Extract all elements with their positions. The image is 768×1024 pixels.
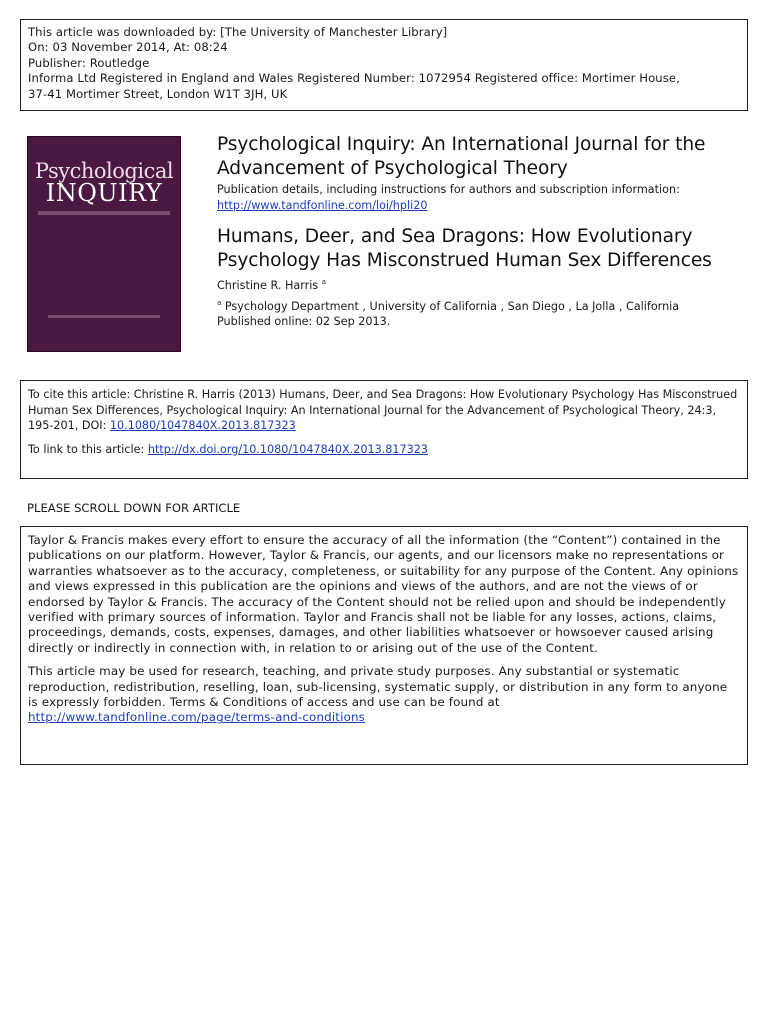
published-online: Published online: 02 Sep 2013. [217, 315, 391, 328]
journal-url-link[interactable]: http://www.tandfonline.com/loi/hpli20 [217, 199, 428, 212]
disclaimer-paragraph-2 [28, 664, 740, 726]
disclaimer-box [20, 526, 748, 765]
cover-publisher-decoration [62, 329, 146, 335]
scroll-notice: PLEASE SCROLL DOWN FOR ARTICLE [27, 501, 241, 515]
article-title: Humans, Deer, and Sea Dragons: How Evolutionary Psychology Has Misconstrued Human Sex Differences [217, 226, 712, 271]
affiliation-text: Psychology Department , University of California , San Diego , La Jolla , California [224, 299, 680, 313]
cover-subtitle-decoration [38, 211, 170, 215]
download-notice-line: Informa Ltd Registered in England and Wales Registered Number: 1072954 Registered office: Mortimer House, [28, 71, 680, 86]
author-name: Christine R. Harris [217, 279, 319, 292]
download-notice-line: 37-41 Mortimer Street, London W1T 3JH, UK [28, 86, 288, 101]
download-notice-line: This article was downloaded by: [The University of Manchester Library] [28, 25, 448, 39]
disclaimer-paragraph-2-text: This article may be used for research, teaching, and private study purposes. Any substantial or systematic reproduction, redistribution, reselling, loan, sub-licensing, systematic supply, or distribution in any form to anyone is expressly forbidden. Terms & Conditions of access and use can be found at [28, 664, 728, 710]
author-superscript: a [321, 278, 327, 286]
publication-details: Publication details, including instructions for authors and subscription information: [217, 183, 680, 196]
journal-title: Psychological Inquiry: An International Journal for the Advancement of Psychological Theory [217, 134, 706, 179]
title-area [217, 133, 747, 330]
link-label: To link to this article: [28, 442, 148, 456]
cover-title-line1: Psychological [34, 159, 174, 183]
journal-cover-image [27, 136, 181, 352]
cite-text: To cite this article: Christine R. Harris (2013) Humans, Deer, and Sea Dragons: How Evolutionary Psychology Has Misconstrued Human Sex Differences, Psychological Inquiry: An International Journal for the Advancement of Psychological Theory, 24:3, 195-201, DOI: [28, 388, 738, 432]
affiliation-superscript: a [217, 298, 222, 307]
cover-title-line2: INQUIRY [45, 179, 163, 207]
doi-link[interactable]: 10.1080/1047840X.2013.817323 [109, 419, 296, 432]
link-paragraph [28, 442, 740, 458]
author-line [217, 275, 747, 294]
cover-topline-decoration [36, 147, 172, 153]
affiliation-line [217, 296, 747, 315]
citation-box [20, 380, 748, 479]
download-notice-line: On: 03 November 2014, At: 08:24 [28, 40, 228, 55]
download-notice-line: Publisher: Routledge [28, 55, 150, 70]
cite-paragraph [28, 387, 740, 434]
cover-footer-decoration [48, 315, 160, 318]
article-doi-url-link[interactable]: http://dx.doi.org/10.1080/1047840X.2013.817323 [147, 442, 428, 456]
download-notice-box [20, 19, 748, 111]
disclaimer-paragraph-1: Taylor & Francis makes every effort to ensure the accuracy of all the information (the “Content”) contained in the publications on our platform. However, Taylor & Francis, our agents, and our licensors make no representations or warranties whatsoever as to the accuracy, completeness, or suitability for any purpose of the Content. Any opinions and views expressed in this publication are the opinions and views of the authors, and are not the views of or endorsed by Taylor & Francis. The accuracy of the Content should not be relied upon and should be independently verified with primary sources of information. Taylor and Francis shall not be liable for any losses, actions, claims, proceedings, demands, costs, expenses, damages, and other liabilities whatsoever or howsoever caused arising directly or indirectly in connection with, in relation to or arising out of the use of the Content. [28, 533, 739, 655]
terms-conditions-link[interactable]: http://www.tandfonline.com/page/terms-and-conditions [28, 710, 366, 725]
